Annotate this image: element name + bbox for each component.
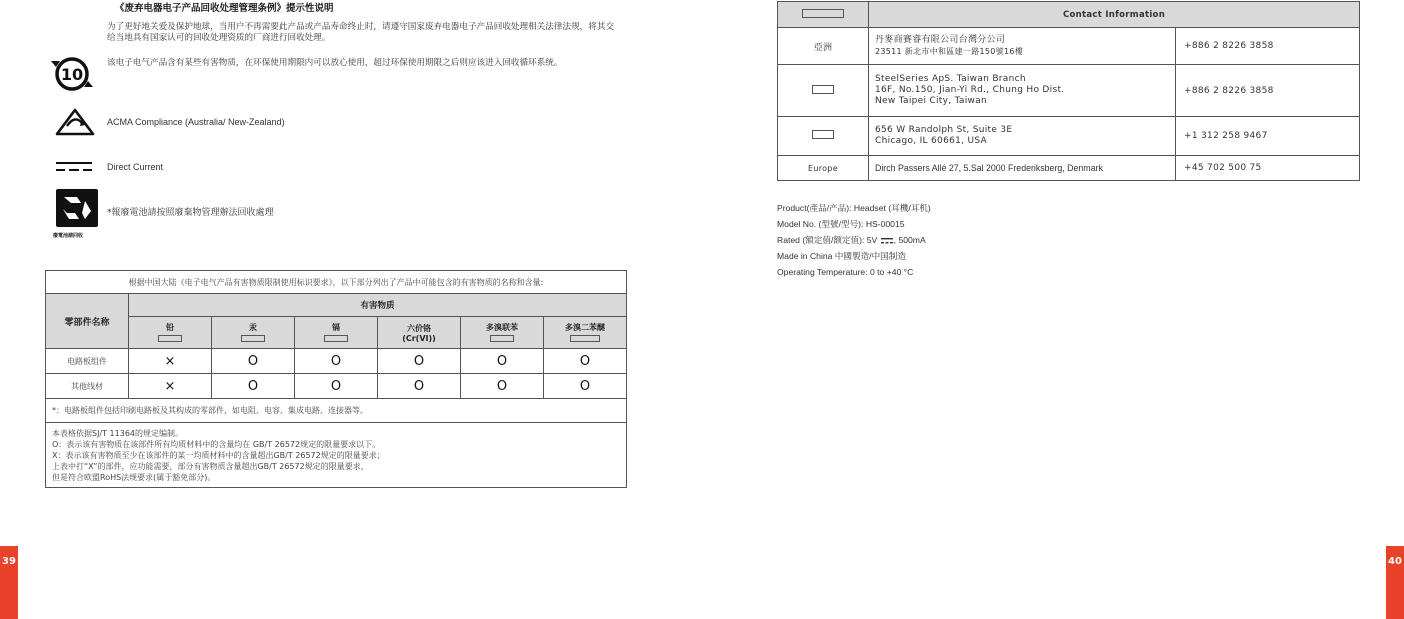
substance-pbb xyxy=(461,317,544,349)
substance-symbol-box xyxy=(241,335,265,342)
hazard-note: 但是符合欧盟RoHS法规要求(属于豁免部分)。 xyxy=(52,473,216,482)
hazard-note: O：表示该有害物质在该部件所有均质材料中的含量均在 GB/T 26572规定的限量要求以下。 xyxy=(52,440,381,449)
address-line: SteelSeries ApS. Taiwan Branch xyxy=(875,74,1026,84)
efup-text: 该电子电气产品含有某些有害物质，在环保使用期限内可以放心使用，超过环保使用期限之后则应该进入回收循环系统。 xyxy=(107,58,563,68)
hazard-note: 上表中打“X”的部件，应功能需要，部分有害物质含量超出GB/T 26572规定的限量要求， xyxy=(52,462,369,471)
hazard-table-caption: 根据中国大陆《电子电气产品有害物质限制使用标识要求》，以下部分列出了产品中可能包含的有害物质的名称和含量: xyxy=(46,271,627,294)
battery-recycle-icon xyxy=(55,189,99,229)
hazard-mark: O xyxy=(295,374,378,399)
recycling-regulation-title: 《废弃电器电子产品回收处理管理条例》提示性说明 xyxy=(115,3,334,14)
recycling-intro-text: 为了更好地关爱及保护地球，当用户不再需要此产品或产品寿命终止时，请遵守国家废弃电器电子产品回收处理相关法律法规，将其交给当地具有国家认可的回收处理资质的厂商进行回收处理。 xyxy=(107,22,615,43)
efup-10-icon xyxy=(50,55,94,93)
table-row xyxy=(778,28,1360,65)
substance-name: 多溴联苯 xyxy=(486,322,518,332)
part-name-header: 零部件名称 xyxy=(46,294,129,349)
region-header xyxy=(778,2,869,28)
hazard-mark: O xyxy=(461,374,544,399)
hazard-notes xyxy=(46,423,627,488)
substance-lead xyxy=(129,317,212,349)
phone-cell: +1 312 258 9467 xyxy=(1176,117,1360,156)
direct-current-text: Direct Current xyxy=(107,162,164,172)
address-line: New Taipei City, Taiwan xyxy=(875,96,987,106)
address-line: 丹麥商賽睿有限公司台灣分公司 xyxy=(875,35,1006,45)
address-line: Dirch Passers Allé 27, 5.Sal 2000 Frederiksberg, Denmark xyxy=(875,162,1103,173)
phone-cell: +45 702 500 75 xyxy=(1176,156,1360,181)
product-specs xyxy=(777,200,931,280)
address-line: Chicago, IL 60661, USA xyxy=(875,136,987,146)
region-cell xyxy=(778,117,869,156)
contact-info-header: Contact Information xyxy=(869,2,1360,28)
acma-rcm-icon xyxy=(55,108,95,136)
hazard-note: 本表格依据SJ/T 11364的规定编制。 xyxy=(52,429,184,438)
spec-product: Product(產品/产品): Headset (耳機/耳机) xyxy=(777,203,931,213)
hazard-mark: O xyxy=(212,349,295,374)
region-glyph-box xyxy=(812,130,834,139)
part-name: 其他线材 xyxy=(46,374,129,399)
hazard-mark: × xyxy=(129,349,212,374)
table-row xyxy=(778,117,1360,156)
acma-text: ACMA Compliance (Australia/ New-Zealand) xyxy=(107,117,285,127)
spec-rated-suffix: , 500mA xyxy=(893,235,926,245)
spec-rated-prefix: Rated (額定值/额定值): 5V xyxy=(777,235,878,245)
battery-text: *報廢電池請按照廢棄物管理辦法回收處理 xyxy=(107,208,274,218)
hazard-mark: O xyxy=(461,349,544,374)
table-row xyxy=(778,65,1360,117)
substance-pbde xyxy=(544,317,627,349)
substance-name: 六价铬 xyxy=(407,323,431,333)
substance-mercury xyxy=(212,317,295,349)
part-name: 电路板组件 xyxy=(46,349,129,374)
hazard-footnote: *：电路板组件包括印刷电路板及其构成的零部件，如电阻、电容、集成电路、连接器等。 xyxy=(46,399,627,423)
direct-current-icon xyxy=(56,161,92,173)
hazard-group-header: 有害物质 xyxy=(129,294,627,317)
hazard-mark: O xyxy=(544,374,627,399)
phone-cell: +886 2 8226 3858 xyxy=(1176,28,1360,65)
table-row xyxy=(46,374,627,399)
hazard-mark: O xyxy=(295,349,378,374)
substance-symbol-box xyxy=(490,335,514,342)
hazardous-substance-table xyxy=(45,270,627,488)
substance-cadmium xyxy=(295,317,378,349)
substance-name: 镉 xyxy=(332,322,340,332)
address-cell xyxy=(869,65,1176,117)
page-number-left: 39 xyxy=(0,546,18,619)
spec-made-in: Made in China 中國製造/中国制造 xyxy=(777,251,906,261)
substance-symbol-box xyxy=(570,335,600,342)
region-glyph-box xyxy=(812,85,834,94)
spec-temperature: Operating Temperature: 0 to +40 °C xyxy=(777,267,914,277)
substance-name: 多溴二苯醚 xyxy=(565,322,605,332)
region-cell: 亞洲 xyxy=(778,28,869,65)
hazard-mark: O xyxy=(378,374,461,399)
substance-name: 铅 xyxy=(166,322,174,332)
table-row xyxy=(46,349,627,374)
substance-chromium xyxy=(378,317,461,349)
address-cell xyxy=(869,117,1176,156)
substance-name: 汞 xyxy=(249,322,257,332)
hazard-mark: × xyxy=(129,374,212,399)
region-cell xyxy=(778,65,869,117)
substance-header-row xyxy=(46,317,627,349)
spec-rated xyxy=(777,232,931,248)
dc-symbol-icon xyxy=(880,237,894,245)
address-line: 656 W Randolph St, Suite 3E xyxy=(875,125,1013,135)
contact-information-table xyxy=(777,1,1360,181)
address-cell xyxy=(869,28,1176,65)
address-line: 23511 新北市中和區建一路150號16樓 xyxy=(875,47,1024,56)
phone-cell: +886 2 8226 3858 xyxy=(1176,65,1360,117)
region-cell: Europe xyxy=(778,156,869,181)
efup-number: 10 xyxy=(60,65,84,84)
hazard-mark: O xyxy=(378,349,461,374)
substance-symbol: (Cr(VI)) xyxy=(402,333,436,343)
substance-symbol-box xyxy=(158,335,182,342)
hazard-note: X：表示该有害物质至少在该部件的某一均质材料中的含量超出GB/T 26572规定的限量要求； xyxy=(52,451,385,460)
address-cell xyxy=(869,156,1176,181)
spec-model: Model No. (型號/型号): HS-00015 xyxy=(777,219,905,229)
table-row xyxy=(778,156,1360,181)
address-line: 16F, No.150, Jian-Yi Rd., Chung Ho Dist. xyxy=(875,85,1065,95)
page-number-right: 40 xyxy=(1386,546,1404,619)
hazard-mark: O xyxy=(544,349,627,374)
substance-symbol-box xyxy=(324,335,348,342)
battery-icon-caption: 廢電池請回收 xyxy=(53,233,84,239)
region-header-box xyxy=(802,9,844,18)
hazard-mark: O xyxy=(212,374,295,399)
